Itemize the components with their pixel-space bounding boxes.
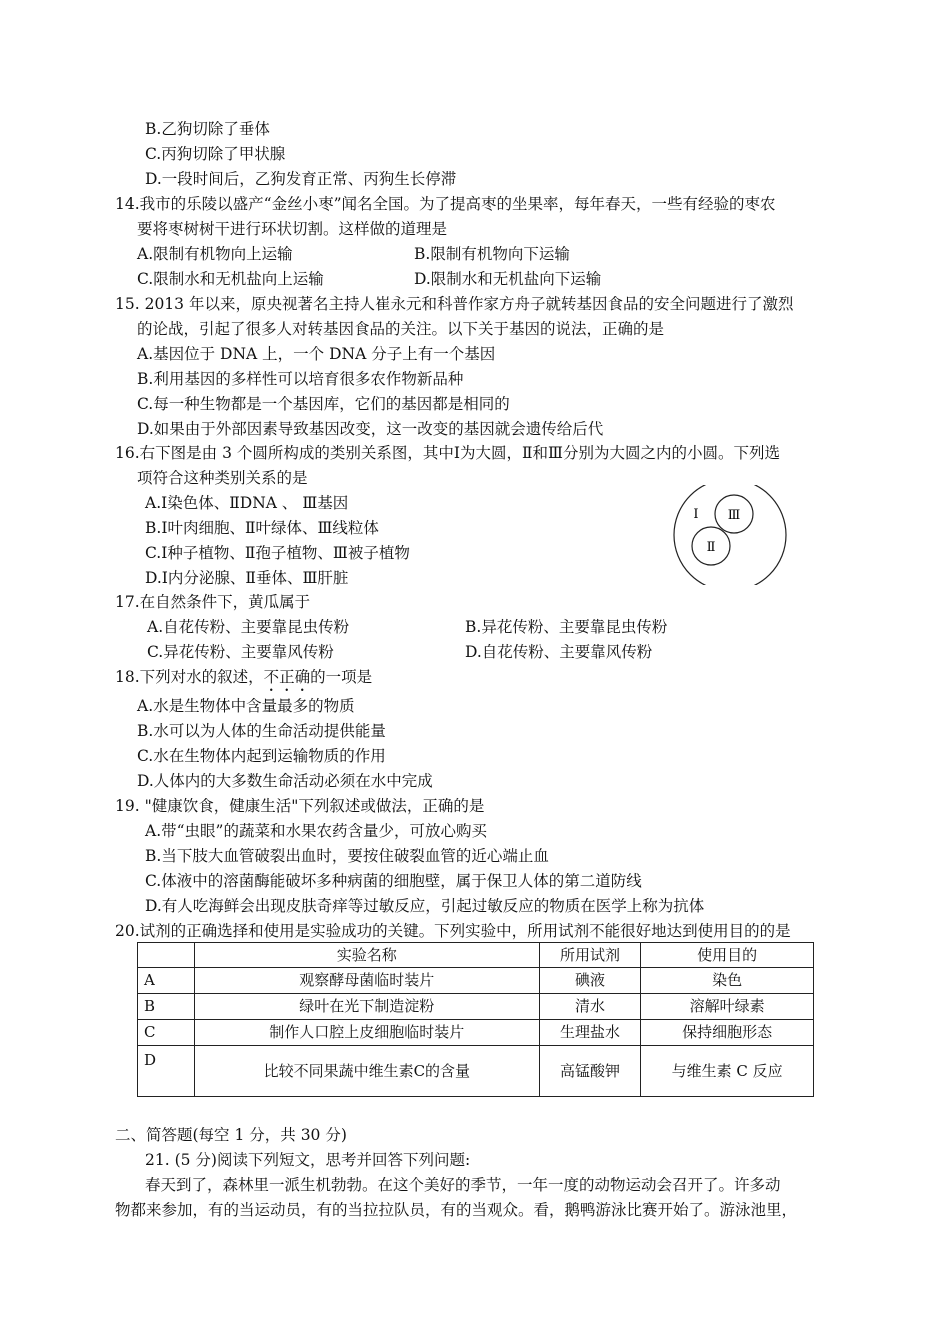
question-17-option-a: A.自花传粉、主要靠昆虫传粉	[147, 618, 350, 636]
question-19-option-d: D.有人吃海鲜会出现皮肤奇痒等过敏反应，引起过敏反应的物质在医学上称为抗体	[145, 897, 705, 915]
table-cell: 保持细胞形态	[641, 1020, 814, 1046]
question-15-option-b: B.利用基因的多样性可以培育很多农作物新品种	[137, 370, 464, 388]
small-circle-3-label: Ⅲ	[727, 508, 741, 523]
question-18-option-d: D.人体内的大多数生命活动必须在水中完成	[137, 772, 433, 790]
table-cell: 染色	[641, 968, 814, 994]
table-row	[138, 1046, 814, 1097]
table-cell: 清水	[539, 994, 641, 1020]
question-18-option-a: A.水是生物体中含量最多的物质	[137, 697, 355, 715]
question-15-option-d: D.如果由于外部因素导致基因改变，这一改变的基因就会遗传给后代	[137, 420, 604, 438]
question-19-text: 19. "健康饮食，健康生活"下列叙述或做法，正确的是	[115, 797, 485, 815]
question-15-text: 15. 2013 年以来，原央视著名主持人崔永元和科普作家方舟子就转基因食品的安全问题进行了激烈	[115, 295, 794, 313]
big-circle-label: Ⅰ	[693, 507, 699, 522]
table-row	[138, 994, 814, 1020]
question-14-option-a: A.限制有机物向上运输	[137, 245, 293, 263]
table-cell: 观察酵母菌临时装片	[195, 968, 540, 994]
question-14-option-c: C.限制水和无机盐向上运输	[137, 270, 324, 288]
table-cell: 比较不同果蔬中维生素C的含量	[195, 1046, 540, 1097]
table-cell: 生理盐水	[539, 1020, 641, 1046]
table-header-cell: 所用试剂	[539, 943, 641, 968]
emphasized-text: 不正确	[263, 668, 311, 686]
option-line: B.乙狗切除了垂体	[145, 120, 270, 138]
table-header-cell: 使用目的	[641, 943, 814, 968]
option-line: C.丙狗切除了甲状腺	[145, 145, 286, 163]
experiment-table	[137, 942, 814, 1097]
table-cell: 溶解叶绿素	[641, 994, 814, 1020]
table-header-row	[138, 943, 814, 968]
table-cell: A	[138, 968, 195, 994]
question-16-option-a: A.Ⅰ染色体、ⅡDNA 、 Ⅲ基因	[145, 494, 349, 512]
question-16-option-c: C.Ⅰ种子植物、Ⅱ孢子植物、Ⅲ被子植物	[145, 544, 410, 562]
table-cell: 绿叶在光下制造淀粉	[195, 994, 540, 1020]
question-19-option-c: C.体液中的溶菌酶能破坏多种病菌的细胞壁，属于保卫人体的第二道防线	[145, 872, 642, 890]
question-16-text: 项符合这种类别关系的是	[137, 469, 308, 487]
table-cell: B	[138, 994, 195, 1020]
question-15-option-a: A.基因位于 DNA 上，一个 DNA 分子上有一个基因	[137, 345, 496, 363]
table-cell: 高锰酸钾	[539, 1046, 641, 1097]
table-cell: C	[138, 1020, 195, 1046]
table-row	[138, 1020, 814, 1046]
question-16-option-d: D.Ⅰ内分泌腺、Ⅱ垂体、Ⅲ肝脏	[145, 569, 349, 587]
small-circle-2-label: Ⅱ	[706, 540, 716, 555]
question-17-option-c: C.异花传粉、主要靠风传粉	[147, 643, 334, 661]
table-header-cell	[138, 943, 195, 968]
table-cell: D	[138, 1046, 195, 1097]
question-15-option-c: C.每一种生物都是一个基因库，它们的基因都是相同的	[137, 395, 510, 413]
question-17-option-b: B.异花传粉、主要靠昆虫传粉	[465, 618, 668, 636]
question-14-option-d: D.限制水和无机盐向下运输	[414, 270, 602, 288]
circle-relationship-diagram	[668, 485, 798, 585]
table-header-cell: 实验名称	[195, 943, 540, 968]
table-cell: 碘液	[539, 968, 641, 994]
question-18-text: 18.下列对水的叙述，不正确的一项是	[115, 668, 373, 686]
question-17-text: 17.在自然条件下，黄瓜属于	[115, 593, 311, 611]
paragraph-line: 春天到了，森林里一派生机勃勃。在这个美好的季节，一年一度的动物运动会召开了。许多动	[145, 1176, 781, 1194]
question-14-text: 要将枣树树干进行环状切割。这样做的道理是	[137, 220, 448, 238]
table-cell: 制作人口腔上皮细胞临时装片	[195, 1020, 540, 1046]
question-19-option-b: B.当下肢大血管破裂出血时，要按住破裂血管的近心端止血	[145, 847, 549, 865]
question-15-text: 的论战，引起了很多人对转基因食品的关注。以下关于基因的说法，正确的是	[137, 320, 665, 338]
question-21-text: 21. (5 分)阅读下列短文，思考并回答下列问题:	[145, 1151, 471, 1169]
paragraph-line: 物都来参加，有的当运动员，有的当拉拉队员，有的当观众。看，鹅鸭游泳比赛开始了。游泳池里，	[115, 1201, 798, 1219]
table-row	[138, 968, 814, 994]
question-17-option-d: D.自花传粉、主要靠风传粉	[465, 643, 653, 661]
question-16-text: 16.右下图是由 3 个圆所构成的类别关系图，其中Ⅰ为大圆，Ⅱ和Ⅲ分别为大圆之内的小圆。下列选	[115, 444, 780, 462]
question-19-option-a: A.带“虫眼”的蔬菜和水果农药含量少，可放心购买	[145, 822, 487, 840]
option-line: D.一段时间后，乙狗发育正常、丙狗生长停滞	[145, 170, 457, 188]
question-20-text: 20.试剂的正确选择和使用是实验成功的关键。下列实验中，所用试剂不能很好地达到使用目的的是	[115, 922, 791, 940]
question-18-option-c: C.水在生物体内起到运输物质的作用	[137, 747, 386, 765]
question-18-option-b: B.水可以为人体的生命活动提供能量	[137, 722, 386, 740]
big-circle	[674, 485, 786, 585]
question-14-option-b: B.限制有机物向下运输	[414, 245, 570, 263]
question-16-option-b: B.Ⅰ叶肉细胞、Ⅱ叶绿体、Ⅲ线粒体	[145, 519, 379, 537]
table-cell: 与维生素 C 反应	[641, 1046, 814, 1097]
section-2-heading: 二、简答题(每空 1 分，共 30 分)	[115, 1126, 347, 1144]
question-14-text: 14.我市的乐陵以盛产“金丝小枣”闻名全国。为了提高枣的坐果率，每年春天，一些有经验的枣农	[115, 195, 776, 213]
